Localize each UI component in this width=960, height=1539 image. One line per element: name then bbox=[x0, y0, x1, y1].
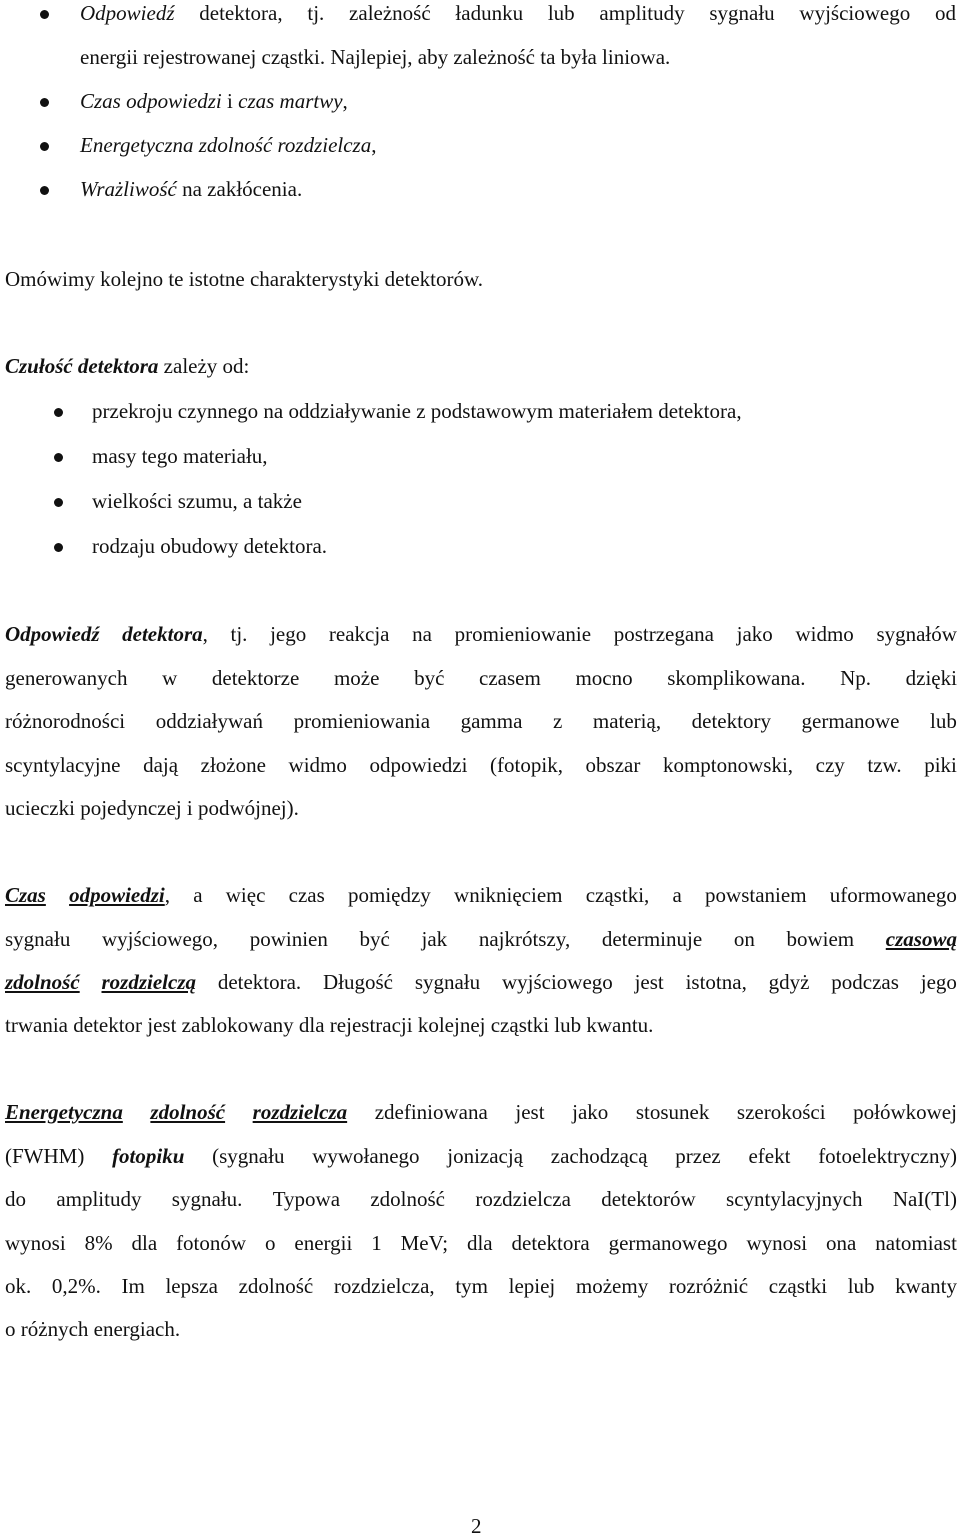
word: postrzegana bbox=[613, 622, 715, 646]
word: sygnału bbox=[709, 1, 775, 25]
word: więc bbox=[225, 883, 266, 907]
word: stosunek bbox=[635, 1100, 710, 1124]
word: detektora bbox=[511, 1231, 590, 1255]
word: sygnału bbox=[414, 970, 481, 994]
response-line: ucieczki pojedynczej i podwójnej). bbox=[5, 796, 299, 820]
word: powinien bbox=[249, 927, 328, 951]
word: wywołanego bbox=[312, 1144, 420, 1168]
word: różnorodności bbox=[5, 709, 126, 733]
word: szerokości bbox=[736, 1100, 826, 1124]
bullet-icon bbox=[54, 453, 63, 462]
word: powstaniem bbox=[705, 883, 807, 907]
word: zdefiniowana bbox=[374, 1100, 488, 1124]
bullet-icon bbox=[40, 142, 49, 151]
word: cząstki, bbox=[585, 883, 650, 907]
response-time-line bbox=[5, 969, 957, 995]
word: lub bbox=[847, 1274, 875, 1298]
list-item-response-time bbox=[80, 88, 960, 114]
word: dzięki bbox=[905, 666, 957, 690]
word: skomplikowana. bbox=[667, 666, 806, 690]
word: lub bbox=[930, 709, 957, 733]
word: cząstki bbox=[768, 1274, 828, 1298]
list-term: Odpowiedź bbox=[80, 1, 175, 25]
word: lub bbox=[547, 1, 575, 25]
word: zachodzącą bbox=[550, 1144, 648, 1168]
energy-resolution-term: zdolność bbox=[150, 1100, 226, 1124]
word: czas bbox=[288, 883, 325, 907]
word: połówkowej bbox=[853, 1100, 957, 1124]
list-term: czas martwy bbox=[238, 89, 343, 113]
word: widmo bbox=[795, 622, 854, 646]
word: komptonowski, bbox=[662, 753, 794, 777]
word: Typowa bbox=[272, 1187, 341, 1211]
list-item-response-cont bbox=[80, 44, 960, 70]
photopeak-term: fotopiku bbox=[112, 1144, 185, 1168]
energy-resolution-line bbox=[5, 1230, 957, 1256]
word: rozdzielcza bbox=[475, 1187, 571, 1211]
word: czasem bbox=[479, 666, 541, 690]
energy-resolution-line bbox=[5, 1186, 957, 1212]
word: sygnału bbox=[5, 927, 71, 951]
word: (sygnału bbox=[212, 1144, 285, 1168]
word: jonizacją bbox=[447, 1144, 524, 1168]
word: odpowiedzi bbox=[369, 753, 468, 777]
word: generowanych bbox=[5, 666, 128, 690]
word: jest bbox=[515, 1100, 545, 1124]
word: MeV; bbox=[400, 1231, 449, 1255]
word: detektorów bbox=[601, 1187, 696, 1211]
word: w bbox=[162, 666, 178, 690]
bullet-icon bbox=[54, 408, 63, 417]
word: być bbox=[359, 927, 390, 951]
word: do bbox=[5, 1187, 26, 1211]
list-text: , bbox=[342, 89, 348, 113]
energy-resolution-line: o różnych energiach. bbox=[5, 1317, 181, 1341]
sensitivity-item: przekroju czynnego na oddziaływanie z podstawowym materiałem detektora, bbox=[92, 399, 742, 423]
word: jako bbox=[736, 622, 773, 646]
list-text: na zakłócenia. bbox=[176, 177, 303, 201]
response-line bbox=[5, 665, 957, 691]
word: Długość bbox=[323, 970, 393, 994]
sensitivity-item: rodzaju obudowy detektora. bbox=[92, 534, 328, 558]
word: a bbox=[193, 883, 203, 907]
word: detektora. bbox=[217, 970, 302, 994]
word: detektorze bbox=[211, 666, 300, 690]
bullet-icon bbox=[54, 498, 63, 507]
word: (fotopik, bbox=[490, 753, 563, 777]
list-text: energii rejestrowanej cząstki. Najlepiej, aby zależność ta była liniowa. bbox=[80, 45, 671, 69]
word: tzw. bbox=[867, 753, 902, 777]
word: amplitudy bbox=[599, 1, 685, 25]
word: 8% bbox=[84, 1231, 113, 1255]
word: czy bbox=[815, 753, 845, 777]
word: fotoelektryczny) bbox=[818, 1144, 957, 1168]
list-item-energy-resolution bbox=[80, 132, 960, 158]
word: dają bbox=[143, 753, 179, 777]
response-time-line: trwania detektor jest zablokowany dla rejestracji kolejnej cząstki lub kwantu. bbox=[5, 1013, 654, 1037]
word: natomiast bbox=[875, 1231, 957, 1255]
list-term: Czas odpowiedzi bbox=[80, 89, 222, 113]
list-item-response bbox=[80, 0, 956, 26]
intro-paragraph: Omówimy kolejno te istotne charakterystyki detektorów. bbox=[5, 267, 484, 291]
time-resolution-term: zdolność bbox=[5, 970, 80, 994]
word: podczas bbox=[831, 970, 899, 994]
response-line bbox=[5, 708, 957, 734]
energy-resolution-line bbox=[5, 1273, 957, 1299]
word: fotonów bbox=[176, 1231, 247, 1255]
word: złożone bbox=[200, 753, 266, 777]
word: on bbox=[733, 927, 755, 951]
word: mocno bbox=[575, 666, 633, 690]
word: od bbox=[935, 1, 956, 25]
sensitivity-heading bbox=[5, 353, 957, 379]
sensitivity-term: Czułość detektora bbox=[5, 354, 159, 378]
word: lepiej bbox=[508, 1274, 556, 1298]
energy-resolution-term: Energetyczna bbox=[5, 1100, 123, 1124]
word: kwanty bbox=[895, 1274, 957, 1298]
word: tj. bbox=[230, 622, 248, 646]
list-text: , bbox=[371, 133, 377, 157]
word: jego bbox=[270, 622, 307, 646]
word: germanowe bbox=[801, 709, 900, 733]
response-term: detektora, bbox=[122, 622, 208, 646]
word: ładunku bbox=[455, 1, 524, 25]
word: detektory bbox=[691, 709, 771, 733]
sensitivity-rest: zależy od: bbox=[158, 354, 250, 378]
word: wyjściowego bbox=[799, 1, 911, 25]
word: ona bbox=[826, 1231, 857, 1255]
word: wynosi bbox=[5, 1231, 66, 1255]
word: amplitudy bbox=[56, 1187, 142, 1211]
energy-resolution-term: rozdzielcza bbox=[252, 1100, 348, 1124]
page-number: 2 bbox=[471, 1514, 482, 1538]
response-line bbox=[5, 752, 957, 778]
word: tj. bbox=[307, 1, 325, 25]
word: przez bbox=[675, 1144, 721, 1168]
word: o bbox=[264, 1231, 276, 1255]
word: wynosi bbox=[746, 1231, 808, 1255]
time-resolution-term: rozdzielczą bbox=[101, 970, 196, 994]
time-resolution-term: czasową bbox=[885, 927, 957, 951]
word: rozdzielcza, bbox=[333, 1274, 435, 1298]
word: 1 bbox=[371, 1231, 382, 1255]
word: na bbox=[412, 622, 432, 646]
response-time-term: Czas bbox=[5, 883, 46, 907]
word: tym bbox=[455, 1274, 488, 1298]
response-time-term: odpowiedzi, bbox=[69, 883, 170, 907]
word: (FWHM) bbox=[5, 1144, 85, 1168]
word: promieniowanie bbox=[454, 622, 592, 646]
word: jako bbox=[572, 1100, 609, 1124]
word: lepsza bbox=[165, 1274, 218, 1298]
word: scyntylacyjne bbox=[5, 753, 121, 777]
word: sygnałów bbox=[876, 622, 957, 646]
list-term: Energetyczna zdolność rozdzielcza bbox=[80, 133, 372, 157]
word: NaI(Tl) bbox=[892, 1187, 957, 1211]
word: rozróżnić bbox=[668, 1274, 749, 1298]
word: wyjściowego bbox=[501, 970, 613, 994]
word: bowiem bbox=[786, 927, 855, 951]
word: widmo bbox=[288, 753, 347, 777]
energy-resolution-line bbox=[5, 1143, 957, 1169]
word: materią, bbox=[592, 709, 662, 733]
response-term: Odpowiedź bbox=[5, 622, 100, 646]
energy-resolution-line bbox=[5, 1099, 957, 1125]
word: możemy bbox=[575, 1274, 649, 1298]
word: energii bbox=[294, 1231, 353, 1255]
word: istotna, bbox=[685, 970, 747, 994]
list-term: Wrażliwość bbox=[80, 177, 177, 201]
bullet-icon bbox=[40, 186, 49, 195]
sensitivity-item: masy tego materiału, bbox=[92, 444, 268, 468]
word: jak bbox=[421, 927, 448, 951]
word: z bbox=[552, 709, 563, 733]
response-time-line bbox=[5, 926, 957, 952]
word: pomiędzy bbox=[348, 883, 431, 907]
word: być bbox=[414, 666, 445, 690]
word: jego bbox=[920, 970, 957, 994]
word: piki bbox=[924, 753, 957, 777]
word: ok. bbox=[5, 1274, 32, 1298]
word: wniknięciem bbox=[454, 883, 563, 907]
word: reakcja bbox=[328, 622, 390, 646]
word: efekt bbox=[748, 1144, 791, 1168]
word: 0,2%. bbox=[51, 1274, 101, 1298]
word: determinuje bbox=[601, 927, 703, 951]
word: zdolność bbox=[238, 1274, 314, 1298]
response-time-line bbox=[5, 882, 957, 908]
word: obszar bbox=[585, 753, 641, 777]
word: Im bbox=[121, 1274, 145, 1298]
word: jest bbox=[634, 970, 664, 994]
word: sygnału. bbox=[171, 1187, 243, 1211]
word: gamma bbox=[460, 709, 523, 733]
sensitivity-item: wielkości szumu, a także bbox=[92, 489, 302, 513]
word: detektora, bbox=[199, 1, 283, 25]
word: dla bbox=[466, 1231, 493, 1255]
word: może bbox=[333, 666, 380, 690]
word: promieniowania bbox=[293, 709, 431, 733]
word: najkrótszy, bbox=[478, 927, 571, 951]
word: scyntylacyjnych bbox=[726, 1187, 863, 1211]
word: gdyż bbox=[768, 970, 810, 994]
word: uformowanego bbox=[829, 883, 957, 907]
word: dla bbox=[131, 1231, 158, 1255]
bullet-icon bbox=[40, 10, 49, 19]
word: zależność bbox=[349, 1, 431, 25]
word: Np. bbox=[840, 666, 871, 690]
list-text: i bbox=[221, 89, 239, 113]
word: a bbox=[672, 883, 682, 907]
bullet-icon bbox=[54, 543, 63, 552]
word: germanowego bbox=[608, 1231, 728, 1255]
word: oddziaływań bbox=[155, 709, 263, 733]
list-item-sensitivity bbox=[80, 176, 960, 202]
response-line bbox=[5, 621, 957, 647]
word: wyjściowego, bbox=[101, 927, 219, 951]
word: zdolność bbox=[370, 1187, 446, 1211]
bullet-icon bbox=[40, 98, 49, 107]
